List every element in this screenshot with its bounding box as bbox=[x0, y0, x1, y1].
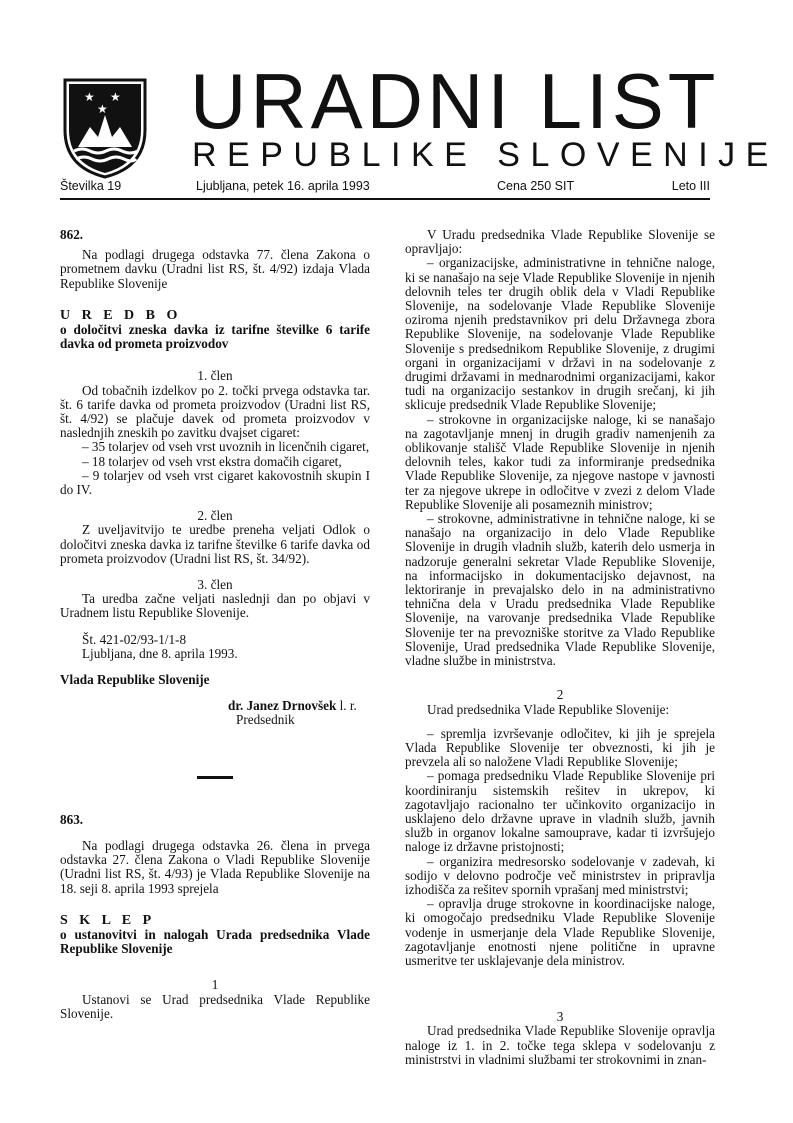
masthead-rule bbox=[60, 198, 710, 200]
doc-subtitle: o ustanovitvi in nalogah Urada predsednika Vlade Republike Slovenije bbox=[60, 926, 370, 957]
doc-reference: Št. 421-02/93-1/1-8 bbox=[82, 631, 187, 647]
list-item: – pomaga predsedniku Vlade Republike Slovenije pri koordiniranju sistemskih rešitev in ukrepov, ki zagotavljajo racionalno ter učinkovito organizacijo in usklajeno delo državne uprave in vladnih služb, javnih služb in organov lokalne samouprave, kadar ti izvršujejo naloge iz državne pristojnosti; bbox=[405, 768, 715, 855]
doc-number: 863. bbox=[60, 811, 84, 827]
right-column bbox=[405, 228, 715, 1067]
slovenian-coat-of-arms-icon bbox=[60, 75, 150, 180]
list-item: – opravlja druge strokovne in koordinacijske naloge, ki omogočajo predsedniku Vlade Republike Slovenije vodenje in usmerjanje dela Vlade Republike Slovenije, zagotavljanje enotnosti njene politične in upravne usmeritve ter usklajevanje dela ministrov. bbox=[405, 896, 715, 968]
doc-intro: Na podlagi drugega odstavka 26. člena in prvega odstavka 27. člena Zakona o Vladi Republike Slovenije (Uradni list RS, št. 4/93) je Vlada Republike Slovenije na 18. seji 8. aprila 1993 sprejela bbox=[60, 837, 370, 896]
issue-year: Leto III bbox=[671, 179, 710, 193]
svg-text:★: ★ bbox=[97, 102, 108, 116]
point-label: 2 bbox=[556, 687, 564, 703]
signer-organization: Vlada Republike Slovenije bbox=[60, 672, 210, 688]
signer-name: dr. Janez Drnovšek bbox=[228, 698, 337, 714]
issue-bar bbox=[60, 179, 710, 197]
signer-name-line bbox=[60, 699, 370, 713]
section-separator bbox=[197, 776, 233, 779]
list-item: – organizacijske, administrativne in tehnične naloge, ki se nanašajo na seje Vlade Republike Slovenije in njenih delovnih teles ter drugih oblik dela v Vladi Republike Slovenije, na sodelovanje Vlade Republike Slovenije oziroma njenih predstavnikov pri delu Državnega zbora Republike Slovenije, na sodelovanje Vlade Republike Slovenije s predsednikom Republike Slovenije, z drugimi organi in organizacijami v državi in na sodelovanje z drugimi državami in mednarodnimi organizacijami, kakor tudi na organizacijo sestankov in drugih srečanj, ki jih sklicuje predsednik Vlade Republike Slovenije; bbox=[405, 255, 715, 413]
doc-date: Ljubljana, dne 8. aprila 1993. bbox=[82, 645, 238, 661]
list-item: – spremlja izvrševanje odločitev, ki jih je sprejela Vlada Republike Slovenije ter obveznosti, ki jih je prevzela ali so naložene Vladi Republike Slovenije; bbox=[405, 725, 715, 770]
svg-text:★: ★ bbox=[110, 90, 121, 104]
issue-number: Številka 19 bbox=[60, 179, 122, 193]
svg-text:★: ★ bbox=[84, 90, 95, 104]
list-item: – organizira medresorsko sodelovanje v zadevah, ki sodijo v delovno področje več ministrstev in pripravlja izhodišča za rešitev spornih vprašanj med ministrstvi; bbox=[405, 853, 715, 897]
newspaper-title: URADNI LIST bbox=[190, 57, 720, 145]
doc-title: S K L E P bbox=[60, 912, 156, 928]
section-intro: V Uradu predsednika Vlade Republike Slovenije se opravljajo: bbox=[405, 227, 715, 257]
article-label: 1. člen bbox=[197, 368, 233, 384]
point-text: Ustanovi se Urad predsednika Vlade Republike Slovenije. bbox=[60, 991, 370, 1021]
signer-lr: l. r. bbox=[339, 698, 357, 714]
point-text: Urad predsednika Vlade Republike Slovenije opravlja naloge iz 1. in 2. točke tega sklepa v sodelovanju z ministrstvi in vladnimi službami ter strokovnimi in znan- bbox=[405, 1023, 715, 1067]
newspaper-subtitle: REPUBLIKE SLOVENIJE bbox=[192, 136, 779, 174]
doc-subtitle: o določitvi zneska davka iz tarifne številke 6 tarife davka od prometa proizvodov bbox=[60, 322, 370, 352]
list-item: – 18 tolarjev od vseh vrst ekstra domačih cigaret, bbox=[82, 453, 342, 469]
doc-number: 862. bbox=[60, 227, 84, 242]
article-text: Ta uredba začne veljati naslednji dan po objavi v Uradnem listu Republike Slovenije. bbox=[60, 591, 370, 621]
list-item: – 35 tolarjev od vseh vrst uvoznih in licenčnih cigaret, bbox=[82, 439, 370, 455]
issue-place-date: Ljubljana, petek 16. aprila 1993 bbox=[196, 179, 370, 193]
left-column bbox=[60, 228, 370, 1021]
point-intro: Urad predsednika Vlade Republike Slovenije: bbox=[427, 701, 670, 717]
article-label: 2. člen bbox=[197, 508, 233, 524]
article-text: Z uveljavitvijo te uredbe preneha veljati Odlok o določitvi zneska davka iz tarifne številke 6 tarife davka od prometa proizvodov (Uradni list RS, št. 34/92). bbox=[60, 522, 370, 566]
article-label: 3. člen bbox=[197, 577, 233, 593]
point-label: 3 bbox=[556, 1009, 564, 1025]
signer-role: Predsednik bbox=[236, 712, 295, 728]
issue-price: Cena 250 SIT bbox=[497, 179, 575, 193]
point-label: 1 bbox=[211, 977, 219, 993]
doc-intro: Na podlagi drugega odstavka 77. člena Zakona o prometnem davku (Uradni list RS, št. 4/92) izdaja Vlada Republike Slovenije bbox=[60, 247, 370, 291]
article-text: Od tobačnih izdelkov po 2. točki prvega odstavka tar. št. 6 tarife davka od prometa proizvodov (Uradni list RS, št. 4/92) se plačuje davek od prometa proizvodov v naslednjih zneskih po zavitku dvajset cigaret: bbox=[60, 382, 370, 441]
list-item: – 9 tolarjev od vseh vrst cigaret kakovostnih skupin I do IV. bbox=[60, 467, 370, 498]
doc-title: U R E D B O bbox=[60, 307, 182, 323]
list-item: – strokovne, administrativne in tehnične naloge, ki se nanašajo na organizacijo in delo Vlade Republike Slovenije in drugih vladnih služb, katerih delo usmerja in nadzoruje generalni sekretar Vlade Republike Slovenije, na informacijsko in dokumentacijsko dejavnost, na lektoriranje in prevajalsko delo in na administrativno tehnična dela v Uradu predsednika Vlade Republike Slovenije, na varovanje predsednika Vlade Republike Slovenije ter na prevozniške storitve za Vlado Republike Slovenije, Urad predsednika Vlade Republike Slovenije, vladne službe in ministrstva. bbox=[405, 511, 715, 669]
list-item: – strokovne in organizacijske naloge, ki se nanašajo na zagotavljanje mnenj in drugih gradiv namenjenih za oblikovanje stališč Vlade Republike Slovenije in njenih delovnih teles, kakor tudi za informiranje predsednika Vlade Republike Slovenije, za njegove nastope v javnosti ter za njegove ukrepe in odločitve v zvezi z delom Vlade Republike Slovenije ali posameznih ministrov; bbox=[405, 411, 715, 512]
